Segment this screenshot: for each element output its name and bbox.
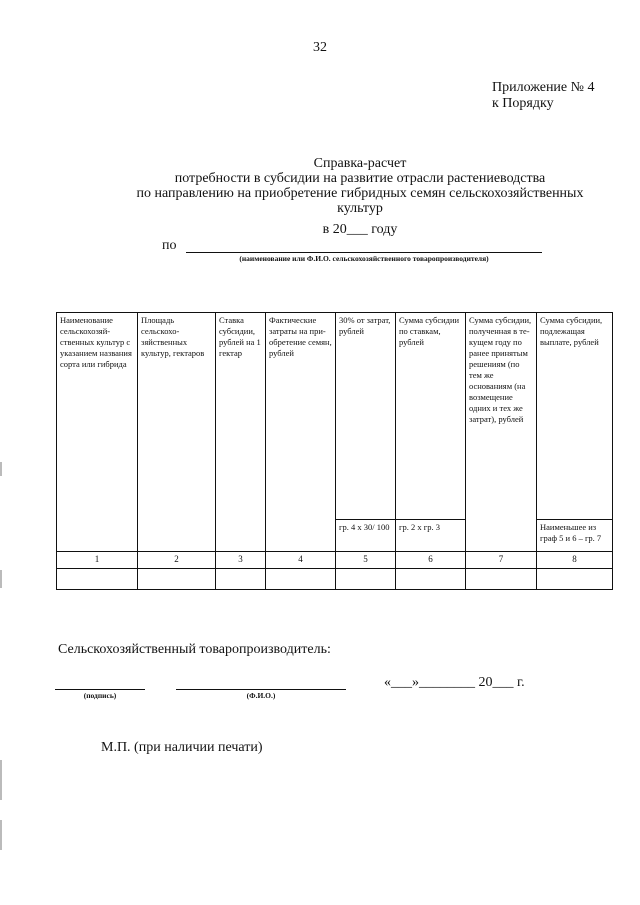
header-cell-thirty-percent: 30% от затрат, рублей [336, 313, 396, 520]
data-cell[interactable] [396, 569, 466, 590]
full-name-field-line[interactable] [176, 689, 346, 690]
appendix-line-1: Приложение № 4 [492, 80, 595, 95]
column-number: 8 [537, 552, 613, 569]
data-cell[interactable] [216, 569, 266, 590]
title-line-3: по направлению на приобретение гибридных семян сельскохозяйственных [136, 186, 584, 201]
stamp-note: М.П. (при наличии печати) [101, 740, 263, 755]
year-line: в 20___ году [322, 222, 398, 237]
header-cell-actual-costs: Фактические затраты на приобретение семян, рублей [266, 313, 336, 552]
scan-mark [0, 462, 2, 476]
subsidy-calculation-table [56, 312, 613, 590]
scan-mark [0, 820, 2, 850]
page-number: 32 [313, 40, 327, 55]
data-cell[interactable] [266, 569, 336, 590]
producer-name-caption: (наименование или Ф.И.О. сельскохозяйственного товаропроизводителя) [239, 254, 489, 263]
full-name-caption: (Ф.И.О.) [246, 691, 276, 700]
header-cell-subsidy-payable: Сумма субсидии, подлежащая выплате, рублей [537, 313, 613, 520]
header-cell-subsidy-received: Сумма субсидии, полученная в текущем году по ранее принятым решениям (по тем же основаниям (на возмещение одних и тех же затрат), рублей [466, 313, 537, 552]
signature-field-line[interactable] [55, 689, 145, 690]
column-number: 6 [396, 552, 466, 569]
document-title [60, 156, 640, 216]
table-header-row [57, 313, 613, 520]
subheader-cell-col6: гр. 2 х гр. 3 [396, 520, 466, 552]
header-cell-subsidy-by-rate: Сумма субсидии по ставкам, рублей [396, 313, 466, 520]
data-cell[interactable] [336, 569, 396, 590]
column-number-row [57, 552, 613, 569]
data-cell[interactable] [138, 569, 216, 590]
po-label: по [162, 238, 177, 253]
column-number: 1 [57, 552, 138, 569]
data-cell[interactable] [466, 569, 537, 590]
producer-name-field-line[interactable] [186, 252, 542, 253]
column-number: 3 [216, 552, 266, 569]
header-cell-rate: Ставка субсидии, рублей на 1 гектар [216, 313, 266, 552]
column-number: 2 [138, 552, 216, 569]
signature-caption: (подпись) [83, 691, 117, 700]
producer-label: Сельскохозяйственный товаропроизводитель: [58, 642, 331, 657]
column-number: 4 [266, 552, 336, 569]
header-cell-crop-name: Наименование сельскохозяйственных культур с указанием названия сорта или гибрида [57, 313, 138, 552]
title-line-1: Справка-расчет [313, 156, 407, 171]
scan-mark [0, 570, 2, 588]
scan-mark [0, 760, 2, 800]
data-cell[interactable] [57, 569, 138, 590]
title-line-2: потребности в субсидии на развитие отрасли растениеводства [174, 171, 546, 186]
date-field[interactable]: «___»________ 20___ г. [384, 675, 525, 690]
appendix-line-2: к Порядку [492, 96, 554, 111]
subheader-cell-col8: Наименьшее из граф 5 и 6 – гр. 7 [537, 520, 613, 552]
appendix-reference [492, 80, 595, 112]
data-cell[interactable] [537, 569, 613, 590]
header-cell-area: Площадь сельскохозяйственных культур, гектаров [138, 313, 216, 552]
column-number: 7 [466, 552, 537, 569]
subheader-cell-col5: гр. 4 х 30/ 100 [336, 520, 396, 552]
column-number: 5 [336, 552, 396, 569]
table-row [57, 569, 613, 590]
title-line-4: культур [337, 201, 383, 216]
